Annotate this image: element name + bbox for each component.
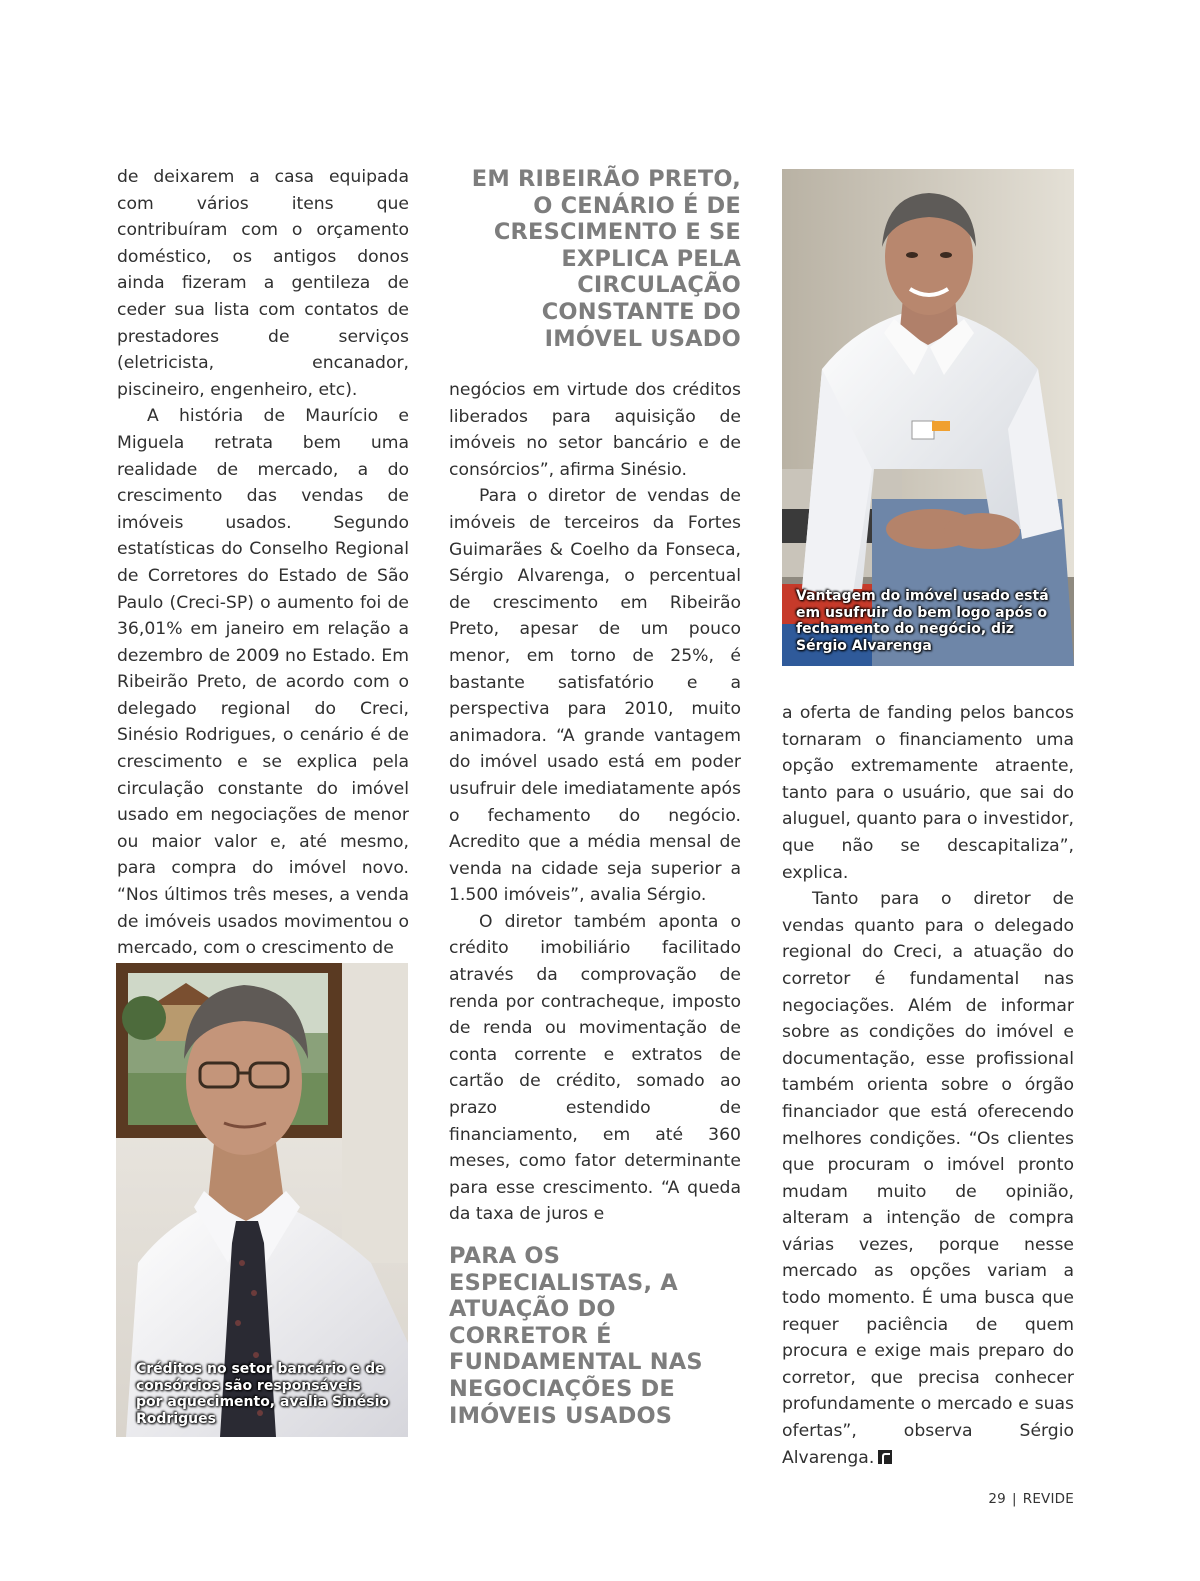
page-footer (988, 1491, 1074, 1507)
article-column-2 (449, 377, 741, 1228)
footer-separator: | (1011, 1491, 1017, 1507)
article-column-3 (782, 700, 1074, 1471)
paragraph: a oferta de fanding pelos bancos tornaram o financiamento uma opção extremamente atraente, tanto para o usuário, que sai do aluguel, quanto para o investidor, que não se descapitaliza”, explica. (782, 703, 1074, 883)
photo-caption: Vantagem do imóvel usado está em usufruir do bem logo após o fechamento do negócio, diz Sérgio Alvarenga (796, 588, 1049, 654)
photo-sinesio-rodrigues (116, 963, 408, 1437)
pull-quote-top: EM RIBEIRÃO PRETO, O CENÁRIO É DE CRESCIMENTO E SE EXPLICA PELA CIRCULAÇÃO CONSTANTE DO IMÓVEL USADO (471, 166, 741, 352)
article-column-1 (117, 164, 409, 962)
pull-quote-bottom: PARA OS ESPECIALISTAS, A ATUAÇÃO DO CORRETOR É FUNDAMENTAL NAS NEGOCIAÇÕES DE IMÓVEIS USADOS (449, 1243, 703, 1429)
paragraph: O diretor também aponta o crédito imobiliário facilitado através da comprovação de renda por contracheque, imposto de renda ou movimentação de conta corrente e extratos de cartão de crédito, somado ao prazo estendido de financiamento, em até 360 meses, como fator determinante para esse crescimento. “A queda da taxa de juros e (449, 911, 741, 1225)
paragraph-text: Tanto para o diretor de vendas quanto para o delegado regional do Creci, a atuação do corretor é fundamental nas negociações. Além de informar sobre as condições do imóvel e documentação, esse profissional também orienta sobre o órgão financiador que está oferecendo melhores condições. “Os clientes que procuram o imóvel pronto mudam muito de opinião, alteram a intenção de compra várias vezes, porque nesse mercado as opções variam a todo momento. É uma busca que requer paciência de quem procura e exige mais preparo do corretor, que precisa conhecer profundamente o mercado e suas ofertas”, observa Sérgio Alvarenga. (782, 889, 1074, 1468)
paragraph (782, 886, 1074, 1471)
photo-caption: Créditos no setor bancário e de consórcios são responsáveis por aquecimento, avalia Sinésio Rodrigues (136, 1361, 390, 1427)
revide-end-mark-icon (878, 1450, 892, 1464)
paragraph: de deixarem a casa equipada com vários itens que contribuíram com o orçamento doméstico, os antigos donos ainda fizeram a gentileza de ceder sua lista com contatos de prestadores de serviços (eletricista, encanador, piscineiro, engenheiro, etc). (117, 167, 409, 400)
paragraph: A história de Maurício e Miguela retrata bem uma realidade de mercado, a do crescimento das vendas de imóveis usados. Segundo estatísticas do Conselho Regional de Corretores do Estado de São Paulo (Creci-SP) o aumento foi de 36,01% em janeiro em relação a dezembro de 2009 no Estado. Em Ribeirão Preto, de acordo com o delegado regional do Creci, Sinésio Rodrigues, o cenário é de crescimento e se explica pela circulação constante do imóvel usado em negociações de menor ou maior valor e, até mesmo, para compra do imóvel novo. “Nos últimos três meses, a venda de imóveis usados movimentou o mercado, com o crescimento de (117, 406, 409, 959)
paragraph: Para o diretor de vendas de imóveis de terceiros da Fortes Guimarães & Coelho da Fonseca, Sérgio Alvarenga, o percentual de crescimento em Ribeirão Preto, apesar de um pouco menor, em torno de 25%, é bastante satisfatório e a perspectiva para 2010, muito animadora. “A grande vantagem do imóvel usado está em poder usufruir dele imediatamente após o fechamento do negócio. Acredito que a média mensal de venda na cidade seja superior a 1.500 imóveis”, avalia Sérgio. (449, 486, 741, 906)
paragraph: negócios em virtude dos créditos liberados para aquisição de imóveis no setor bancário e de consórcios”, afirma Sinésio. (449, 380, 741, 480)
photo-sergio-alvarenga (782, 169, 1074, 666)
page-number: 29 (988, 1491, 1006, 1507)
magazine-name: REVIDE (1022, 1491, 1074, 1507)
